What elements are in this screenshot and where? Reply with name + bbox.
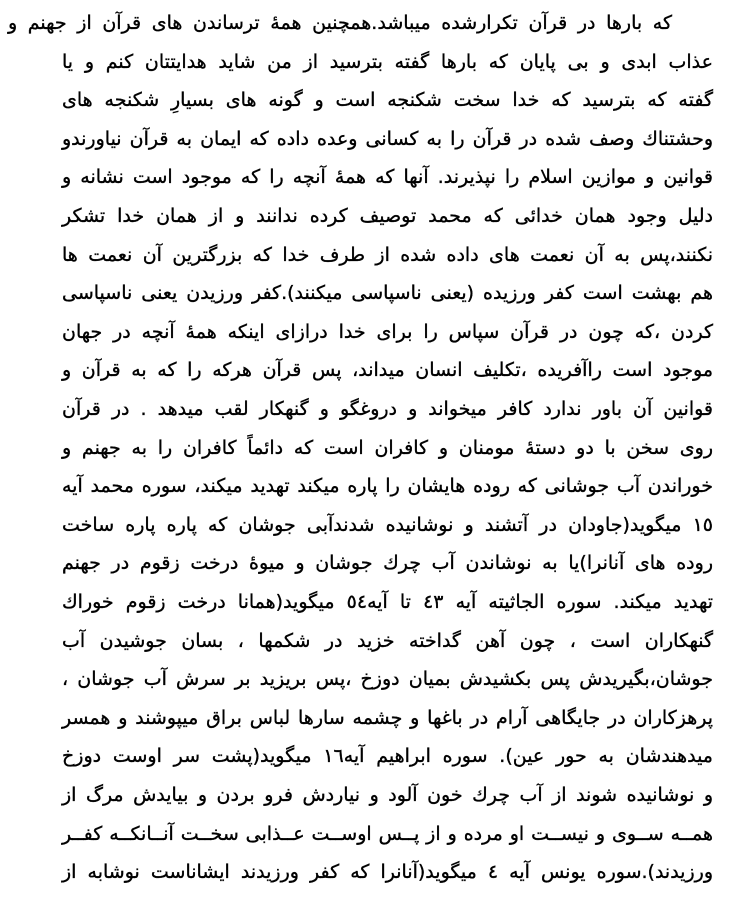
text-line: وحشتناك وصف شده در قرآن را به کسانی وعده داده که ایمان به قرآن نیاورندو bbox=[62, 127, 713, 150]
text-line: خوراندن آب جوشانی که روده هایشان را پاره میکند تهدید میکند، سوره محمد آیه bbox=[62, 475, 713, 498]
text-line: موجود است راآفریده ،تکلیف انسان میداند، پس قرآن هرکه را که به قرآن و bbox=[62, 359, 713, 382]
text-line: قوانین و موازین اسلام را نپذیرند. آنها که همهٔ آنچه را که موجود است نشانه و bbox=[62, 166, 713, 189]
text-line: کردن ،که چون در قرآن سپاس را برای خدا درازای اینکه همهٔ آنچه در جهان bbox=[62, 320, 713, 343]
text-line: ١٥ میگوید(جاودان در آتشند و نوشانیده شدندآبی جوشان که پاره پاره ساخت bbox=[62, 513, 713, 536]
text-line: دلیل وجود همان خدائی که محمد توصیف کرده ندانند و از همان خدا تشکر bbox=[62, 205, 713, 227]
text-line: پرهزکاران در جایگاهی آرام در باغها و چشمه سارها لباس براق میپوشند و همسر bbox=[62, 706, 713, 729]
text-line: روده های آنانرا)یا به نوشاندن آب چرك جوشان و میوهٔ درخت زقوم در جهنم bbox=[62, 552, 713, 575]
text-line: تهدید میکند. سوره الجاثیته آیه ٤٣ تا آیه٥٤ میگوید(همانا درخت زقوم خوراك bbox=[62, 591, 713, 613]
text-line: ورزیدند).سوره یونس آیه ٤ میگوید(آنانرا که کفر ورزیدند ایشاناست نوشابه از bbox=[62, 861, 713, 884]
text-line: گنهکاران است ، چون آهن گداخته خزید در شکمها ، بسان جوشیدن آب bbox=[62, 629, 713, 652]
text-line: جوشان،بگیریدش پس بکشیدش بمیان دوزخ ،پس بریزید بر سرش آب جوشان ، bbox=[62, 668, 713, 691]
text-line: نکنند،پس به آن نعمت های داده شده از طرف خدا که بزرگترین آن نعمت ها bbox=[62, 243, 713, 266]
text-line: گفته که بترسید که خدا سخت شکنجه است و گونه های بسیارِ شکنجه های bbox=[62, 89, 713, 112]
text-line: قوانین آن باور ندارد کافر میخواند و دروغگو و گنهکار لقب میدهد . در قرآن bbox=[62, 398, 713, 420]
text-line: عذاب ابدی و بی پایان که بارها گفته بترسید از من شاید هدایتتان کنم و یا bbox=[62, 50, 713, 73]
text-line: همــه ســوی و نیســت او مرده و از پــس اوســت عــذابی سخــت آنــانکــه کفــر bbox=[62, 822, 713, 845]
text-line: میدهندشان به حور عین). سوره ابراهیم آیه١٦ میگوید(پشت سر اوست دوزخ bbox=[62, 745, 713, 768]
text-line: روی سخن با دو دستهٔ مومنان و کافران است که دائماً کافران را به جهنم و bbox=[62, 436, 713, 459]
text-line: که بارها در قرآن تکرارشده میباشد.همچنین همهٔ ترساندن های قرآن از جهنم و bbox=[8, 12, 672, 34]
text-line: هم بهشت است کفر ورزیده (یعنی ناسپاسی میکنند).کفر ورزیدن یعنی ناسپاسی bbox=[62, 282, 713, 305]
text-line: و نوشانیده شوند از آب چرك خون آلود و نیاردش فرو بردن و بیایدش مرگ از bbox=[62, 784, 713, 806]
